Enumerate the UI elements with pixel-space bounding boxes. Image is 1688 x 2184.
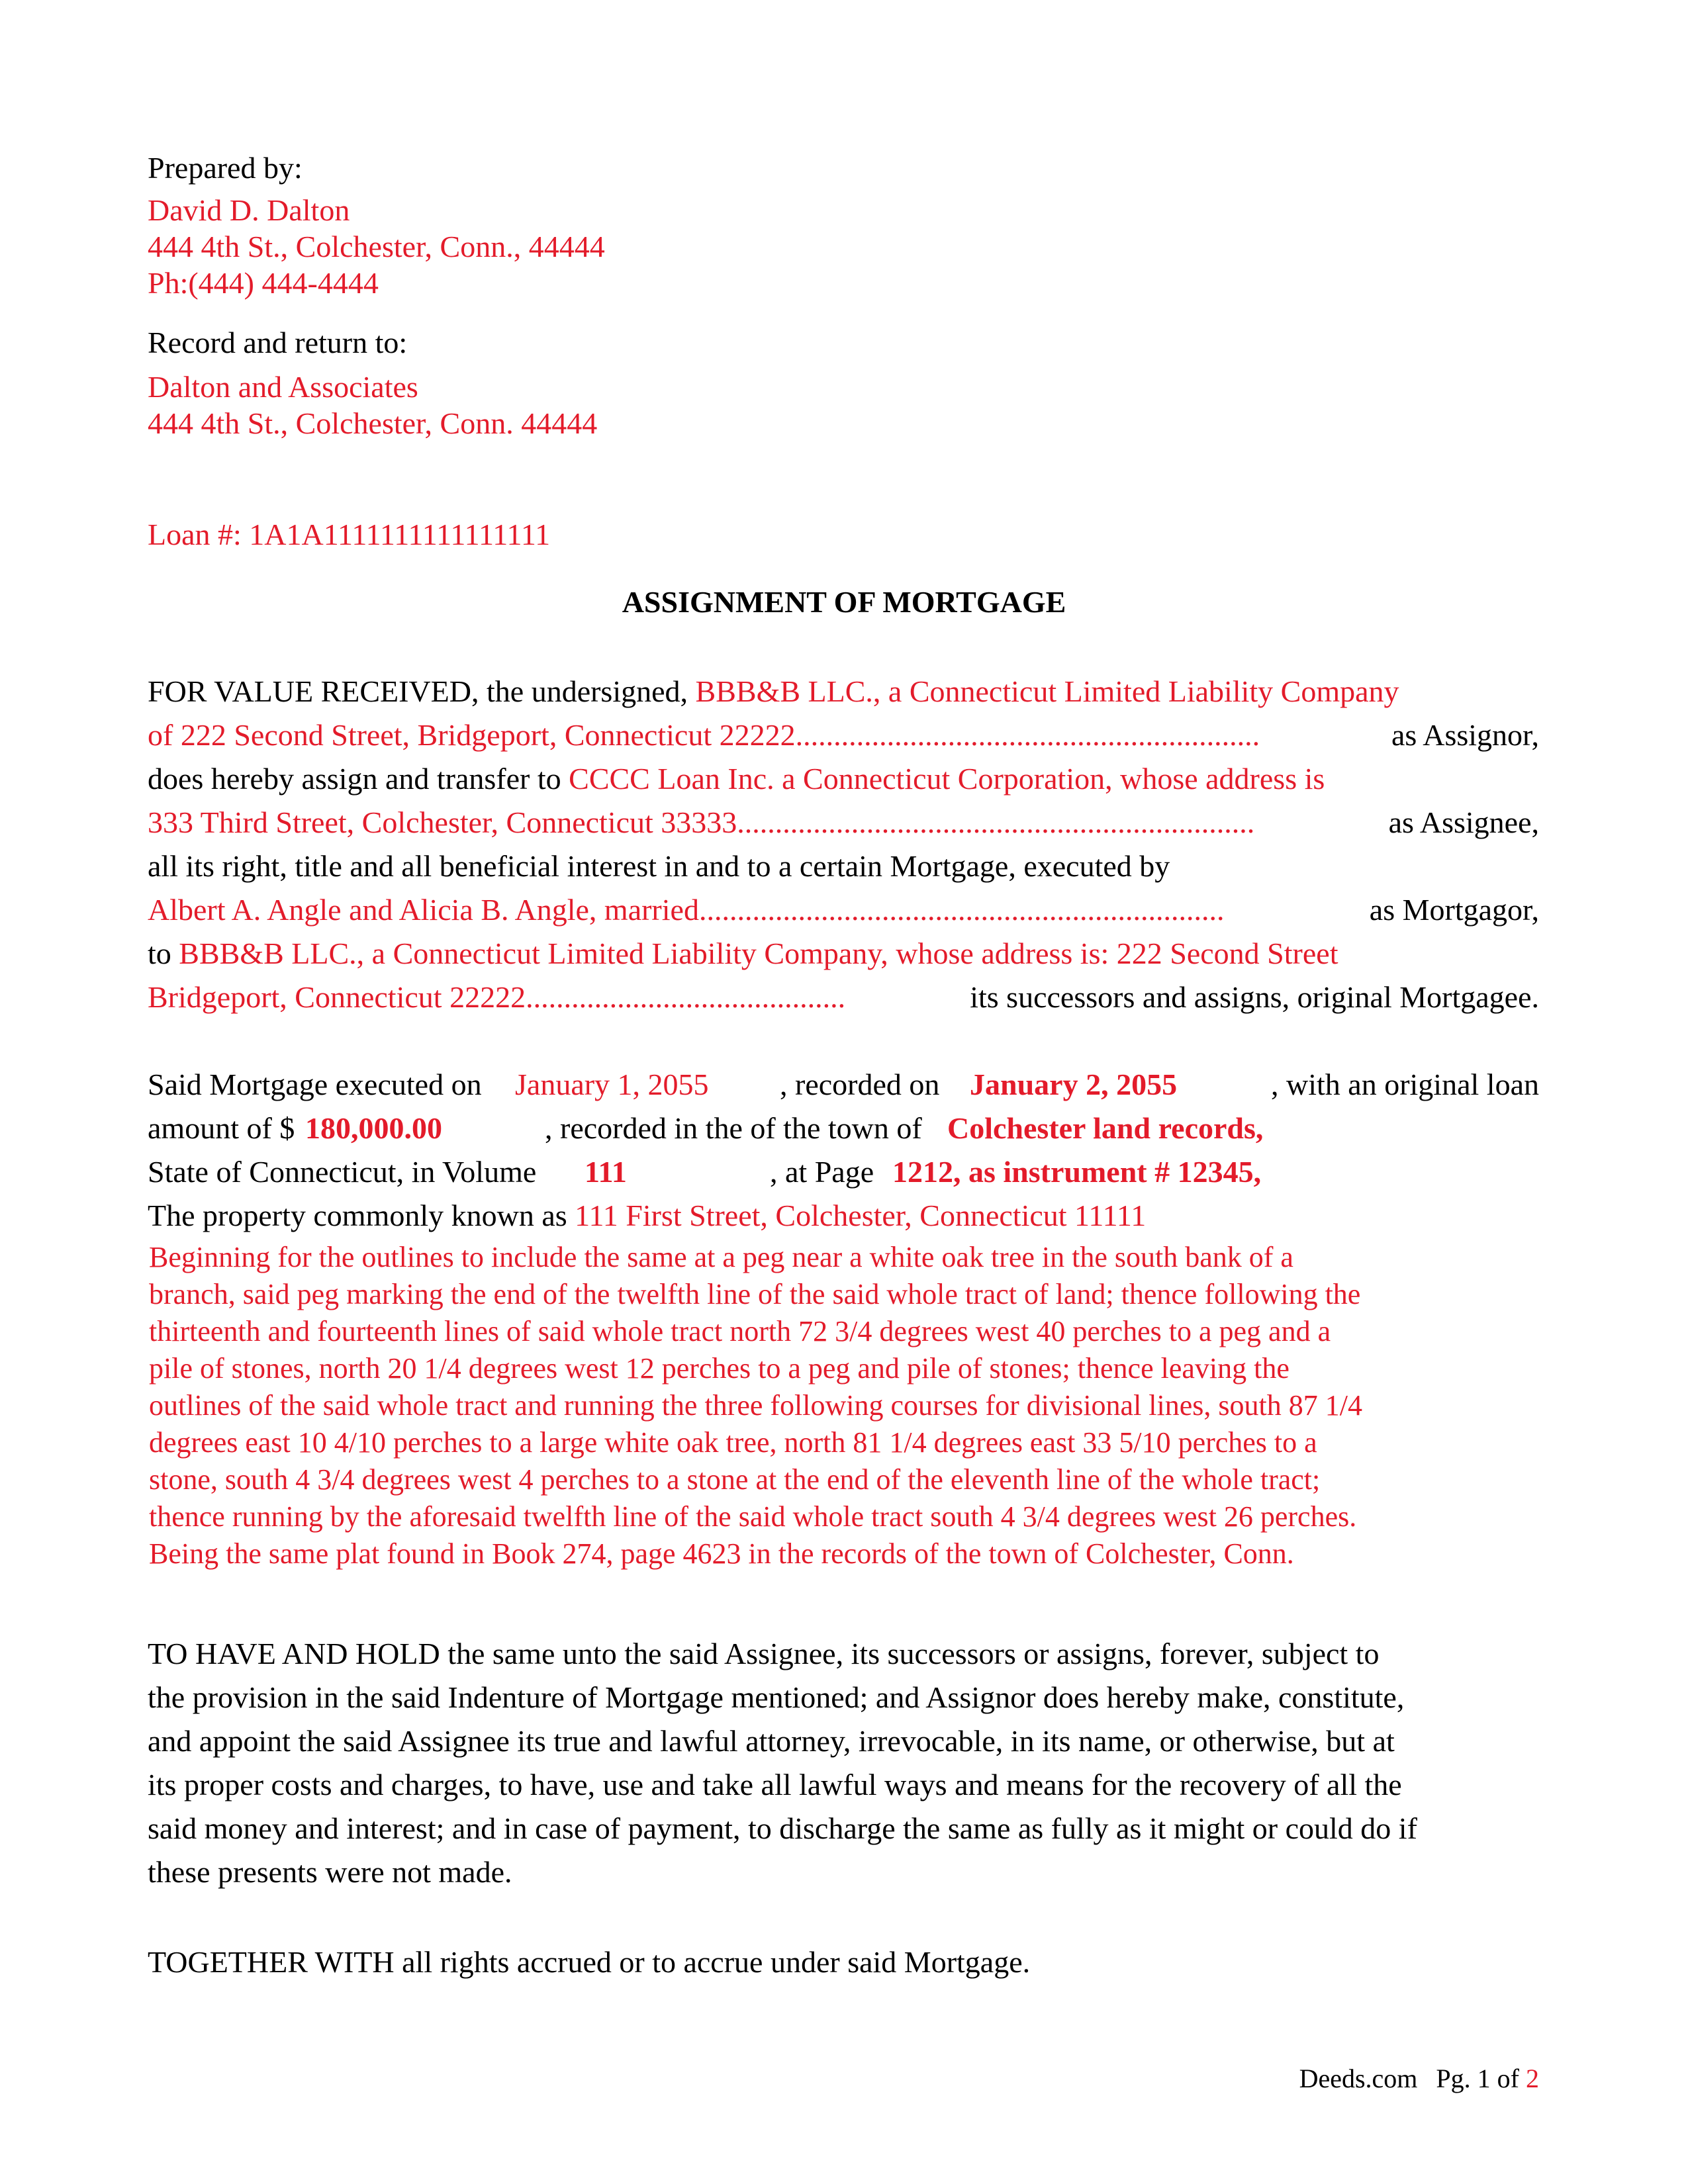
legal-line: branch, said peg marking the end of the twelfth line of the said whole tract of land; thence following the	[149, 1278, 1361, 1310]
mortgagor-names: Albert A. Angle and Alicia B. Angle, married.....................................................................	[148, 893, 1225, 927]
as-assignor-label: as Assignor,	[1391, 718, 1539, 752]
as-assignee-label: as Assignee,	[1388, 805, 1539, 839]
para1-line-4	[148, 801, 1539, 844]
legal-line: thence running by the aforesaid twelfth line of the said whole tract south 4 3/4 degrees west 26 perches.	[149, 1500, 1357, 1533]
executed-date: January 1, 2055	[515, 1068, 709, 1101]
as-mortgagor-label: as Mortgagor,	[1369, 893, 1539, 927]
executed-label: Said Mortgage executed on	[148, 1068, 482, 1101]
return-address: 444 4th St., Colchester, Conn. 44444	[148, 406, 598, 440]
record-return-label: Record and return to:	[148, 326, 408, 359]
prepared-by-label: Prepared by:	[148, 151, 303, 185]
page-label: , at Page	[770, 1155, 874, 1189]
assignor-name: BBB&B LLC., a Connecticut Limited Liability Company	[695, 674, 1399, 708]
habendum-paragraph	[148, 1632, 1539, 1894]
mortgagee-address: Bridgeport, Connecticut 22222..........................................	[148, 980, 846, 1014]
recorded-label: , recorded on	[780, 1068, 940, 1101]
habendum-line: TO HAVE AND HOLD the same unto the said Assignee, its successors or assigns, forever, subject to	[148, 1637, 1380, 1670]
document-title: ASSIGNMENT OF MORTGAGE	[622, 585, 1066, 619]
legal-line: degrees east 10 4/10 perches to a large white oak tree, north 81 1/4 degrees east 33 5/10 perches to a	[149, 1426, 1317, 1459]
para2-line-4	[148, 1194, 1539, 1238]
together-with-paragraph	[148, 1940, 1539, 1984]
assign-transfer-text: does hereby assign and transfer to	[148, 762, 561, 796]
town-records: Colchester land records,	[947, 1111, 1264, 1145]
habendum-line: and appoint the said Assignee its true and lawful attorney, irrevocable, in its name, or otherwise, but at	[148, 1724, 1395, 1758]
para1-line-5	[148, 844, 1539, 888]
footer-page-label: Pg. 1 of	[1436, 2064, 1519, 2093]
legal-line: Being the same plat found in Book 274, page 4623 in the records of the town of Colchester, Conn.	[149, 1537, 1294, 1570]
habendum-line: these presents were not made.	[148, 1855, 512, 1889]
volume-number: 111	[585, 1155, 627, 1189]
page-footer	[1299, 2062, 1539, 2095]
legal-line: pile of stones, north 20 1/4 degrees west 12 perches to a peg and pile of stones; thence leaving the	[149, 1352, 1289, 1385]
state-volume-label: State of Connecticut, in Volume	[148, 1155, 537, 1189]
assignee-address: 333 Third Street, Colchester, Connecticut 33333....................................................................	[148, 805, 1255, 839]
town-label: , recorded in the of the town of	[545, 1111, 922, 1145]
original-mortgagee-label: its successors and assigns, original Mortgagee.	[970, 980, 1539, 1014]
habendum-line: its proper costs and charges, to have, use and take all lawful ways and means for the recovery of all the	[148, 1768, 1402, 1801]
mortgagee-name: BBB&B LLC., a Connecticut Limited Liability Company, whose address is: 222 Second Street	[179, 936, 1338, 970]
amount-label: amount of $	[148, 1111, 295, 1145]
legal-line: outlines of the said whole tract and running the three following courses for divisional lines, south 87 1/4	[149, 1389, 1362, 1422]
legal-line: Beginning for the outlines to include the same at a peg near a white oak tree in the south bank of a	[149, 1241, 1293, 1273]
para1-line-1	[148, 670, 1539, 713]
para1-line-8	[148, 976, 1539, 1019]
legal-line: stone, south 4 3/4 degrees west 4 perches to a stone at the end of the eleventh line of the whole tract;	[149, 1463, 1321, 1496]
preparer-name: David D. Dalton	[148, 193, 350, 227]
para2-line-3	[148, 1150, 1539, 1194]
assignor-address: of 222 Second Street, Bridgeport, Connecticut 22222.............................................................	[148, 718, 1260, 752]
to-text: to	[148, 936, 171, 970]
footer-site: Deeds.com	[1299, 2064, 1418, 2093]
habendum-line: the provision in the said Indenture of Mortgage mentioned; and Assignor does hereby make, constitute,	[148, 1680, 1405, 1714]
para1-line-7	[148, 932, 1539, 976]
together-with-text: TOGETHER WITH all rights accrued or to accrue under said Mortgage.	[148, 1945, 1031, 1979]
footer-total-pages: 2	[1526, 2064, 1539, 2093]
para1-line-2	[148, 713, 1539, 757]
para2-line-1	[148, 1063, 1539, 1107]
para1-line-6	[148, 888, 1539, 932]
property-label: The property commonly known as	[148, 1199, 567, 1232]
value-received-text: FOR VALUE RECEIVED, the undersigned,	[148, 674, 688, 708]
preparer-address: 444 4th St., Colchester, Conn., 44444	[148, 230, 605, 263]
assignee-name: CCCC Loan Inc. a Connecticut Corporation, whose address is	[569, 762, 1325, 796]
habendum-line: said money and interest; and in case of payment, to discharge the same as fully as it might or could do if	[148, 1811, 1417, 1845]
page-instrument: 1212, as instrument # 12345,	[892, 1155, 1262, 1189]
beneficial-interest-text: all its right, title and all beneficial interest in and to a certain Mortgage, executed by	[148, 849, 1170, 883]
preparer-phone: Ph:(444) 444-4444	[148, 266, 379, 300]
loan-number: Loan #: 1A1A1111111111111111	[148, 518, 551, 551]
original-loan-label: , with an original loan	[1271, 1068, 1539, 1101]
recorded-date: January 2, 2055	[970, 1068, 1178, 1101]
return-name: Dalton and Associates	[148, 370, 418, 404]
property-address: 111 First Street, Colchester, Connecticut 11111	[575, 1199, 1147, 1232]
para1-line-3	[148, 757, 1539, 801]
para2-line-2	[148, 1107, 1539, 1150]
legal-line: thirteenth and fourteenth lines of said whole tract north 72 3/4 degrees west 40 perches to a peg and a	[149, 1315, 1331, 1347]
loan-amount: 180,000.00	[305, 1111, 442, 1145]
legal-description	[149, 1239, 1539, 1572]
